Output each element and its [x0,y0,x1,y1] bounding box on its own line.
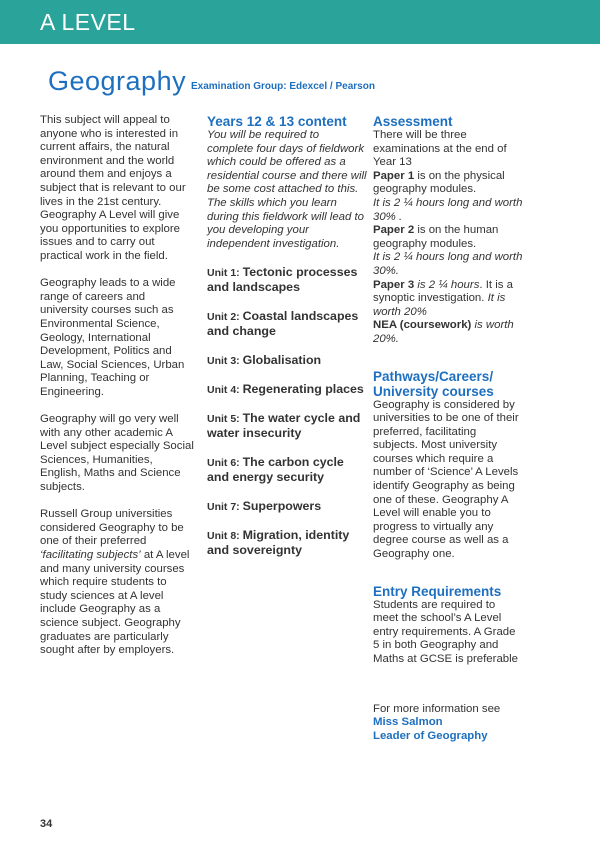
exam-group: Examination Group: Edexcel / Pearson [191,81,375,92]
p4-text-c: at A level and many university courses which require students to study sciences at A level include Geography as a science subject. Geography graduates are particularly sought after by employers. [40,549,190,657]
unit-item: Unit 8: Migration, identity and sovereignty [207,528,350,558]
paper-1-time: It is 2 ¼ hours long and worth 30% . [373,196,523,223]
more-info-text: For more information see [373,702,501,715]
unit-item: Unit 5: The water cycle and water insecurity [207,411,361,441]
entry-text: Students are required to meet the school’s A Level entry requirements. A Grade 5 in both Geography and Maths at GCSE is preferable [373,598,518,665]
assessment-column [373,114,523,743]
intro-paragraph-4 [40,508,196,658]
content-column [207,114,367,558]
unit-item: Unit 1: Tectonic processes and landscapes [207,265,358,295]
facilitating-subjects-phrase: ‘facilitating subjects’ [40,549,141,561]
content-intro: You will be required to complete four days of fieldwork which could be offered as a residential course and there will be some cost attached to this. The skills which you learn during this fieldwork will lead to you developing your independent investigation. [207,129,367,250]
page-number: 34 [40,818,53,830]
subject-heading [48,66,186,97]
paper-1: Paper 1 is on the physical geography modules. [373,169,505,196]
assessment-intro: There will be three examinations at the end of Year 13 [373,129,507,169]
intro-paragraph-2: Geography leads to a wide range of careers and university courses such as Environmental Science, Geology, International Development, Politics and Law, Social Sciences, Urban Planning, Teaching or Engineering. [40,277,185,398]
paper-2: Paper 2 is on the human geography modules. [373,224,499,250]
contact-role: Leader of Geography [373,729,488,742]
unit-item: Unit 3: Globalisation [207,353,322,368]
contact-name: Miss Salmon [373,716,443,729]
unit-item: Unit 7: Superpowers [207,499,322,514]
unit-item: Unit 6: The carbon cycle and energy security [207,455,344,485]
entry-heading: Entry Requirements [373,583,502,599]
pathways-heading: Pathways/Careers/ University courses [373,368,494,399]
intro-paragraph-1: This subject will appeal to anyone who is interested in current affairs, the natural environment and the world around them and enjoys a subject that is relevant to our lives in the 21st century. Geography A Level will give you opportunities to explore issues and to carry out practical work in the field. [40,114,186,262]
header-banner [0,0,600,44]
banner-title: A LEVEL [40,9,136,35]
unit-item: Unit 2: Coastal landscapes and change [207,309,359,339]
unit-item: Unit 4: Regenerating places [207,382,364,397]
intro-paragraph-3: Geography will go very well with any other academic A Level subject especially Social Sciences, Humanities, English, Maths and Science subjects. [40,413,194,494]
pathways-text: Geography is considered by universities to be one of their preferred, facilitating subjects. Most university courses which require a number of ‘Science’ A Levels identify Geography as being one of these. Geography A Level will enable you to progress to virtually any degree course as well as a Geography one. [373,398,519,561]
intro-column [40,114,196,658]
paper-2-time: It is 2 ¼ hours long and worth 30%. [373,251,523,277]
nea: NEA (coursework) is worth 20%. [373,319,514,345]
p4-text-a: Russell Group universities considered Geography to be one of their preferred [40,508,184,548]
assessment-heading: Assessment [373,114,453,129]
content-heading: Years 12 & 13 content [207,114,347,129]
subject-title: Geography [48,66,187,96]
paper-3: Paper 3 is 2 ¼ hours. It is a synoptic investigation. It is worth 20% [373,278,513,318]
